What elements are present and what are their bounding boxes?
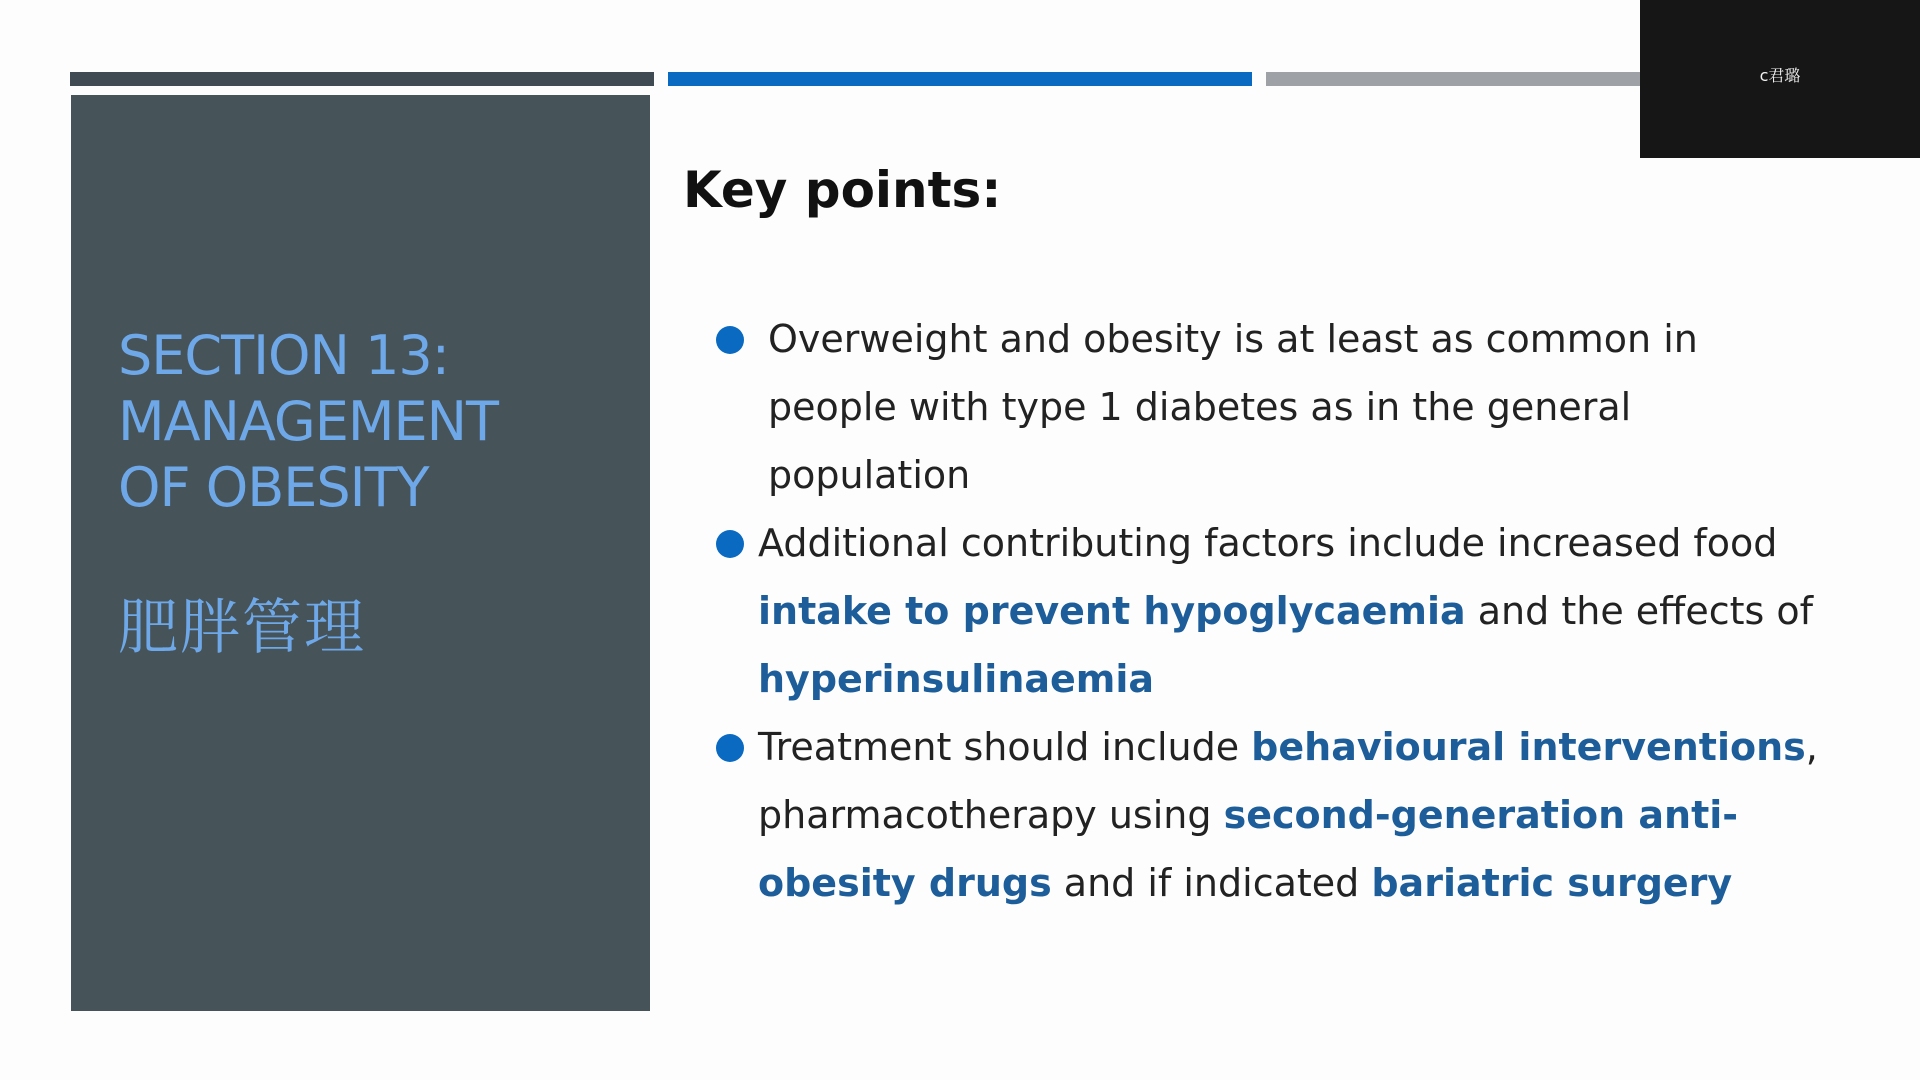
list-item	[716, 305, 1836, 509]
bullet-text: , pharmacotherapy using	[758, 725, 1818, 837]
participant-video-tile[interactable]	[1640, 0, 1920, 158]
key-points-list	[716, 305, 1836, 917]
decorative-bar-left	[70, 72, 654, 86]
highlight-text: bariatric surgery	[1371, 861, 1733, 905]
decorative-bar-right	[1266, 72, 1646, 86]
bullet-text: and the effects of	[1465, 589, 1814, 633]
bullet-text: Overweight and obesity is at least as common in people with type 1 diabetes as in the general population	[768, 317, 1698, 497]
section-subtitle: 肥胖管理	[118, 593, 366, 663]
slide-heading: Key points:	[683, 161, 1002, 219]
participant-name: c君璐	[1759, 66, 1801, 85]
bullet-text: and if indicated	[1051, 861, 1372, 905]
highlight-text: behavioural interventions	[1251, 725, 1806, 769]
bullet-dot-icon	[716, 530, 744, 558]
list-item	[716, 509, 1836, 713]
highlight-text: second-generation anti-obesity drugs	[758, 793, 1739, 905]
section-panel	[71, 95, 650, 1011]
bullet-text: Additional contributing factors include increased food	[758, 521, 1778, 565]
highlight-text: hyperinsulinaemia	[758, 657, 1155, 701]
bullet-text: Treatment should include	[758, 725, 1252, 769]
bullet-dot-icon	[716, 734, 744, 762]
bullet-dot-icon	[716, 326, 744, 354]
decorative-bar-middle	[668, 72, 1252, 86]
section-title: SECTION 13: MANAGEMENT OF OBESITY	[118, 324, 498, 519]
list-item	[716, 713, 1836, 917]
highlight-text: intake to prevent hypoglycaemia	[758, 589, 1466, 633]
